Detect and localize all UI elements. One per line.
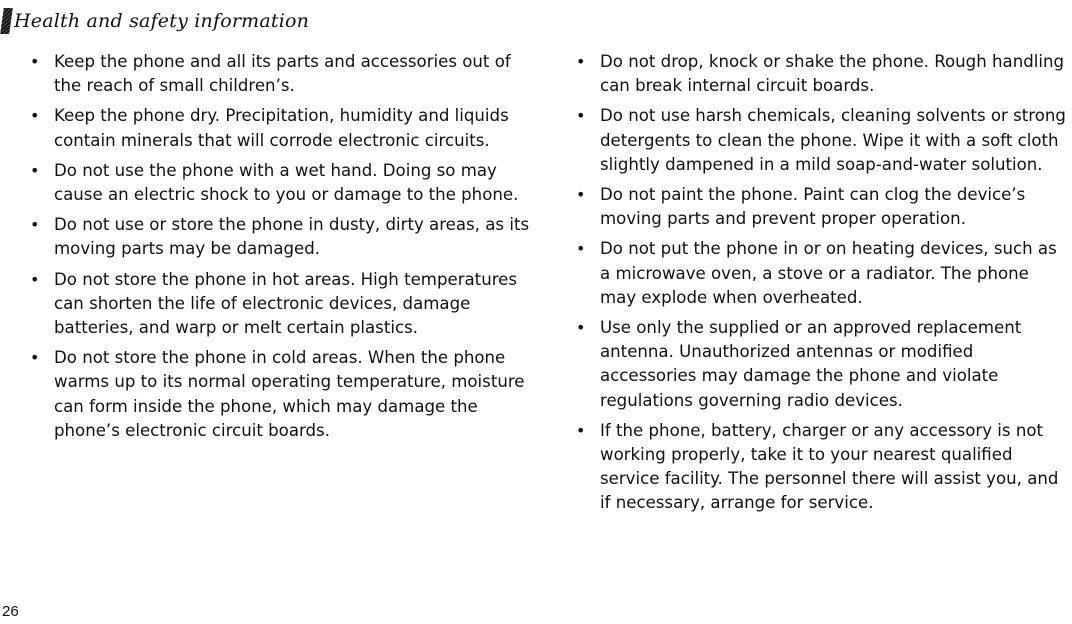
- bullet-icon: •: [30, 160, 40, 180]
- list-item: [30, 346, 535, 443]
- list-item-text: Keep the phone and all its parts and accessories out of the reach of small children’s.: [54, 52, 511, 96]
- bullet-icon: •: [30, 348, 40, 368]
- list-item: [30, 268, 535, 341]
- list-item: [576, 237, 1070, 310]
- page-number: 26: [2, 603, 19, 620]
- list-item-text: Do not use the phone with a wet hand. Doing so may cause an electric shock to you or damage to the phone.: [54, 160, 519, 205]
- right-bullet-list: [576, 50, 1070, 522]
- list-item: [30, 50, 535, 98]
- bullet-icon: •: [576, 420, 586, 440]
- bullet-icon: •: [30, 106, 40, 126]
- list-item: [30, 159, 535, 207]
- bullet-icon: •: [576, 106, 586, 126]
- list-item-text: Do not drop, knock or shake the phone. Rough handling can break internal circuit boards.: [600, 52, 1065, 96]
- bullet-icon: •: [576, 318, 586, 338]
- bullet-icon: •: [576, 52, 586, 71]
- list-item: [576, 183, 1070, 231]
- list-item: [576, 419, 1070, 516]
- list-item-text: Do not put the phone in or on heating devices, such as a microwave oven, a stove or a radiator. The phone may explode when overheated.: [600, 239, 1057, 307]
- list-item-text: Do not use or store the phone in dusty, dirty areas, as its moving parts may be damaged.: [54, 215, 530, 259]
- list-item: [576, 316, 1070, 413]
- list-item: [30, 104, 535, 152]
- bullet-icon: •: [30, 269, 40, 289]
- bullet-icon: •: [576, 239, 586, 259]
- list-item-text: Do not store the phone in hot areas. High temperatures can shorten the life of electronic devices, damage batteries, and warp or melt certain plastics.: [54, 269, 518, 338]
- list-item-text: Use only the supplied or an approved replacement antenna. Unauthorized antennas or modified accessories may damage the phone and violate regulations governing radio devices.: [600, 318, 1022, 410]
- page-header: [2, 6, 309, 36]
- list-item: [576, 50, 1070, 98]
- section-title: Health and safety information: [14, 10, 310, 32]
- list-item: [576, 104, 1070, 177]
- list-item-text: Do not store the phone in cold areas. When the phone warms up to its normal operating temperature, moisture can form inside the phone, which may damage the phone’s electronic circuit boards.: [54, 348, 525, 440]
- left-bullet-list: [30, 50, 535, 449]
- bullet-icon: •: [30, 52, 40, 71]
- list-item-text: If the phone, battery, charger or any accessory is not working properly, take it to your nearest qualified service facility. The personnel there will assist you, and if necessary, arrange for service.: [600, 420, 1059, 513]
- list-item-text: Do not use harsh chemicals, cleaning solvents or strong detergents to clean the phone. Wipe it with a soft cloth slightly dampened in a mild soap-and-water solution.: [600, 106, 1066, 174]
- section-marker-icon: [0, 8, 13, 34]
- bullet-icon: •: [30, 215, 40, 235]
- list-item: [30, 213, 535, 261]
- list-item-text: Keep the phone dry. Precipitation, humidity and liquids contain minerals that will corrode electronic circuits.: [54, 106, 509, 150]
- bullet-icon: •: [576, 185, 586, 205]
- list-item-text: Do not paint the phone. Paint can clog the device’s moving parts and prevent proper operation.: [600, 185, 1026, 229]
